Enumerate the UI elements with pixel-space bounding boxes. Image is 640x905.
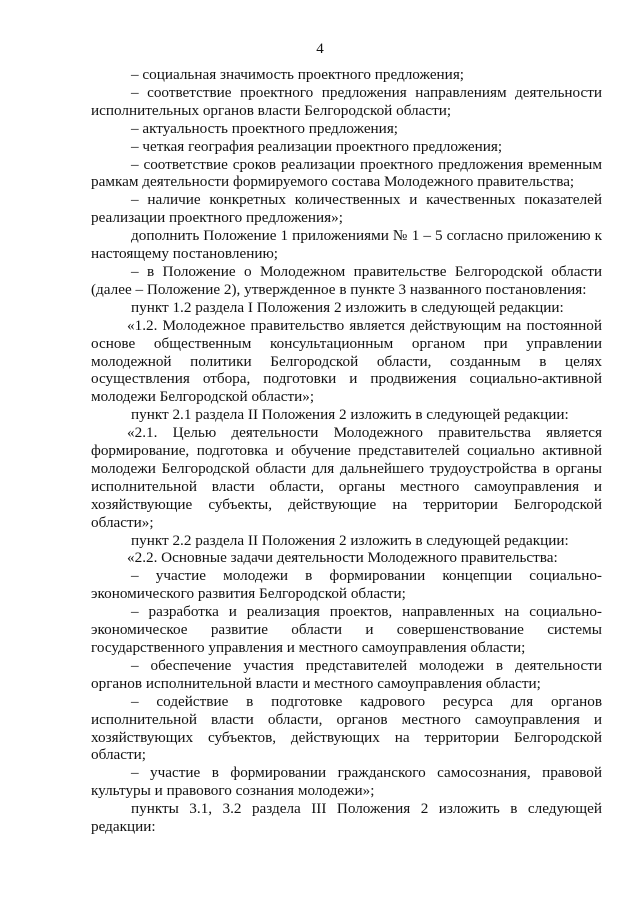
paragraph-criterion-indicators: – наличие конкретных количественных и качественных показателей реализации проектного предложения»; <box>91 191 602 227</box>
paragraph-point-1-2-heading: пункт 1.2 раздела I Положения 2 изложить в следующей редакции: <box>131 298 564 316</box>
page-number: 4 <box>316 41 324 57</box>
paragraph-criterion-geography: – четкая география реализации проектного предложения; <box>131 137 503 155</box>
paragraph-task-participation: – обеспечение участия представителей молодежи в деятельности органов исполнительной власти и местного самоуправления области; <box>91 656 602 692</box>
paragraph-task-personnel: – содействие в подготовке кадрового ресурса для органов исполнительной власти области, органов местного самоуправления и хозяйствующих субъектов, действующих на территории Белгородской области; <box>91 692 602 764</box>
paragraph-criterion-timeline: – соответствие сроков реализации проектного предложения временным рамкам деятельности формируемого состава Молодежного правительства; <box>91 155 602 191</box>
paragraph-criterion-alignment: – соответствие проектного предложения направлениям деятельности исполнительных органов власти Белгородской области; <box>91 83 602 119</box>
paragraph-point-2-1-text: «2.1. Целью деятельности Молодежного правительства является формирование, подготовка и обучение представителей социально активной молодежи Белгородской области для дальнейшего трудоустройства в органы исполнительной власти области, органы местного самоуправления и хозяйствующие субъекты, действующие на территории Белгородской области»; <box>91 424 602 531</box>
paragraph-task-projects: – разработка и реализация проектов, направленных на социально-экономическое развитие области и совершенствование системы государственного управления и местного самоуправления области; <box>91 603 602 656</box>
paragraph-criterion-social-significance: – социальная значимость проектного предложения; <box>131 66 465 83</box>
paragraph-task-civic: – участие в формировании гражданского самосознания, правовой культуры и правового сознания молодежи»; <box>91 764 602 800</box>
paragraph-point-2-2-heading: пункт 2.2 раздела II Положения 2 изложить в следующей редакции: <box>131 531 569 549</box>
paragraph-points-3-1-3-2-heading: пункты 3.1, 3.2 раздела III Положения 2 изложить в следующей редакции: <box>91 800 602 836</box>
paragraph-criterion-relevance: – актуальность проектного предложения; <box>131 119 399 137</box>
paragraph-amend-appendices: дополнить Положение 1 приложениями № 1 – 5 согласно приложению к настоящему постановлению; <box>91 227 602 263</box>
document-body <box>91 66 602 836</box>
paragraph-point-2-2-text: «2.2. Основные задачи деятельности Молодежного правительства: <box>127 549 558 567</box>
paragraph-task-concept: – участие молодежи в формировании концепции социально-экономического развития Белгородской области; <box>91 567 602 603</box>
paragraph-regulation-2-intro: – в Положение о Молодежном правительстве Белгородской области (далее – Положение 2), утвержденное в пункте 3 названного постановления: <box>91 262 602 298</box>
paragraph-point-2-1-heading: пункт 2.1 раздела II Положения 2 изложить в следующей редакции: <box>131 406 569 424</box>
paragraph-point-1-2-text: «1.2. Молодежное правительство является действующим на постоянной основе общественным консультационным органом при управлении молодежной политики Белгородской области, созданным в целях осуществления отбора, подготовки и продвижения социально-активной молодежи Белгородской области»; <box>91 316 602 406</box>
